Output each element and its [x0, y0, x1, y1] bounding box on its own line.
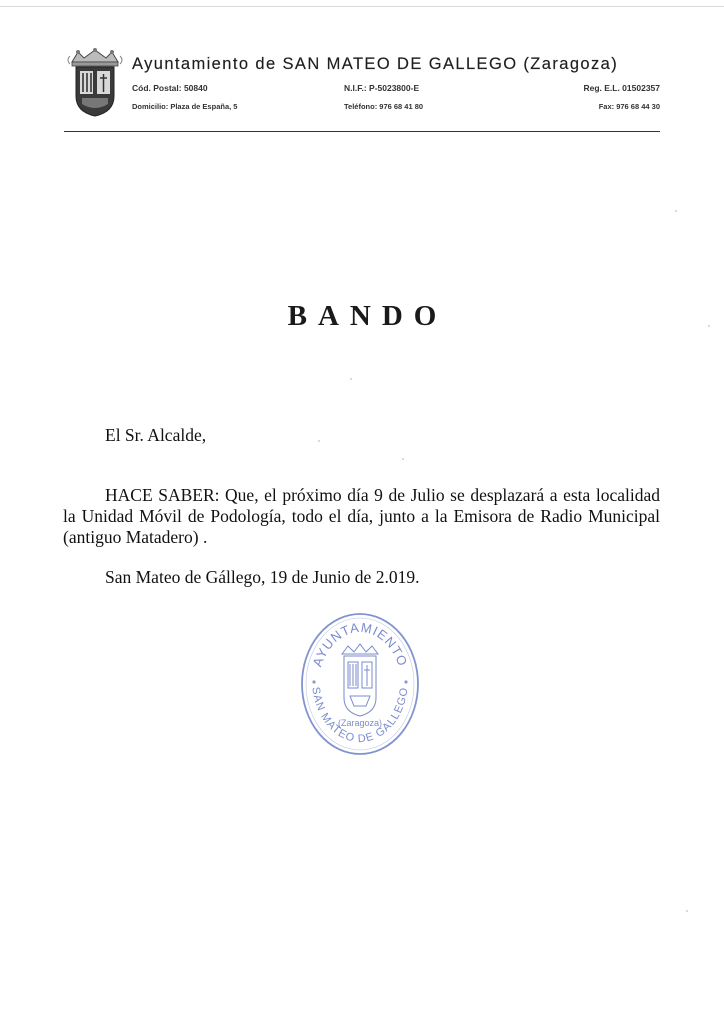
nif: N.I.F.: P-5023800-E: [344, 83, 420, 93]
reg-el: Reg. E.L. 01502357: [583, 83, 660, 93]
scan-speck: [686, 910, 688, 912]
date-line: San Mateo de Gállego, 19 de Junio de 2.019.: [105, 567, 420, 587]
municipal-crest-icon: [64, 48, 126, 118]
letterhead-title: Ayuntamiento de SAN MATEO DE GALLEGO (Zaragoza): [132, 55, 619, 73]
scan-speck: [708, 325, 710, 327]
scan-speck: [318, 440, 320, 442]
postal-code: Cód. Postal: 50840: [132, 83, 208, 93]
stamp-top-text: AYUNTAMIENTO: [309, 619, 411, 669]
official-stamp: [298, 610, 422, 758]
address: Domicilio: Plaza de España, 5: [132, 102, 238, 111]
stamp-center-text: (Zaragoza): [337, 718, 383, 728]
announcement-paragraph: HACE SABER: Que, el próximo día 9 de Julio se desplazará a esta localidad la Unidad Móvil de Podología, todo el día, junto a la Emisora de Radio Municipal (antiguo Matadero) .: [63, 485, 660, 547]
scan-speck: [402, 458, 404, 460]
stamp-bottom-text: SAN MATEO DE GALLEGO: [309, 686, 411, 746]
letterhead-divider: [64, 131, 660, 132]
document-heading: BANDO: [287, 300, 448, 332]
stamp-crest-icon: [342, 644, 378, 716]
salutation: El Sr. Alcalde,: [105, 425, 207, 445]
scan-speck: [350, 378, 352, 380]
phone: Teléfono: 976 68 41 80: [344, 102, 424, 111]
fax: Fax: 976 68 44 30: [598, 102, 660, 111]
scan-speck: [675, 210, 677, 212]
top-edge-line: [0, 6, 724, 7]
